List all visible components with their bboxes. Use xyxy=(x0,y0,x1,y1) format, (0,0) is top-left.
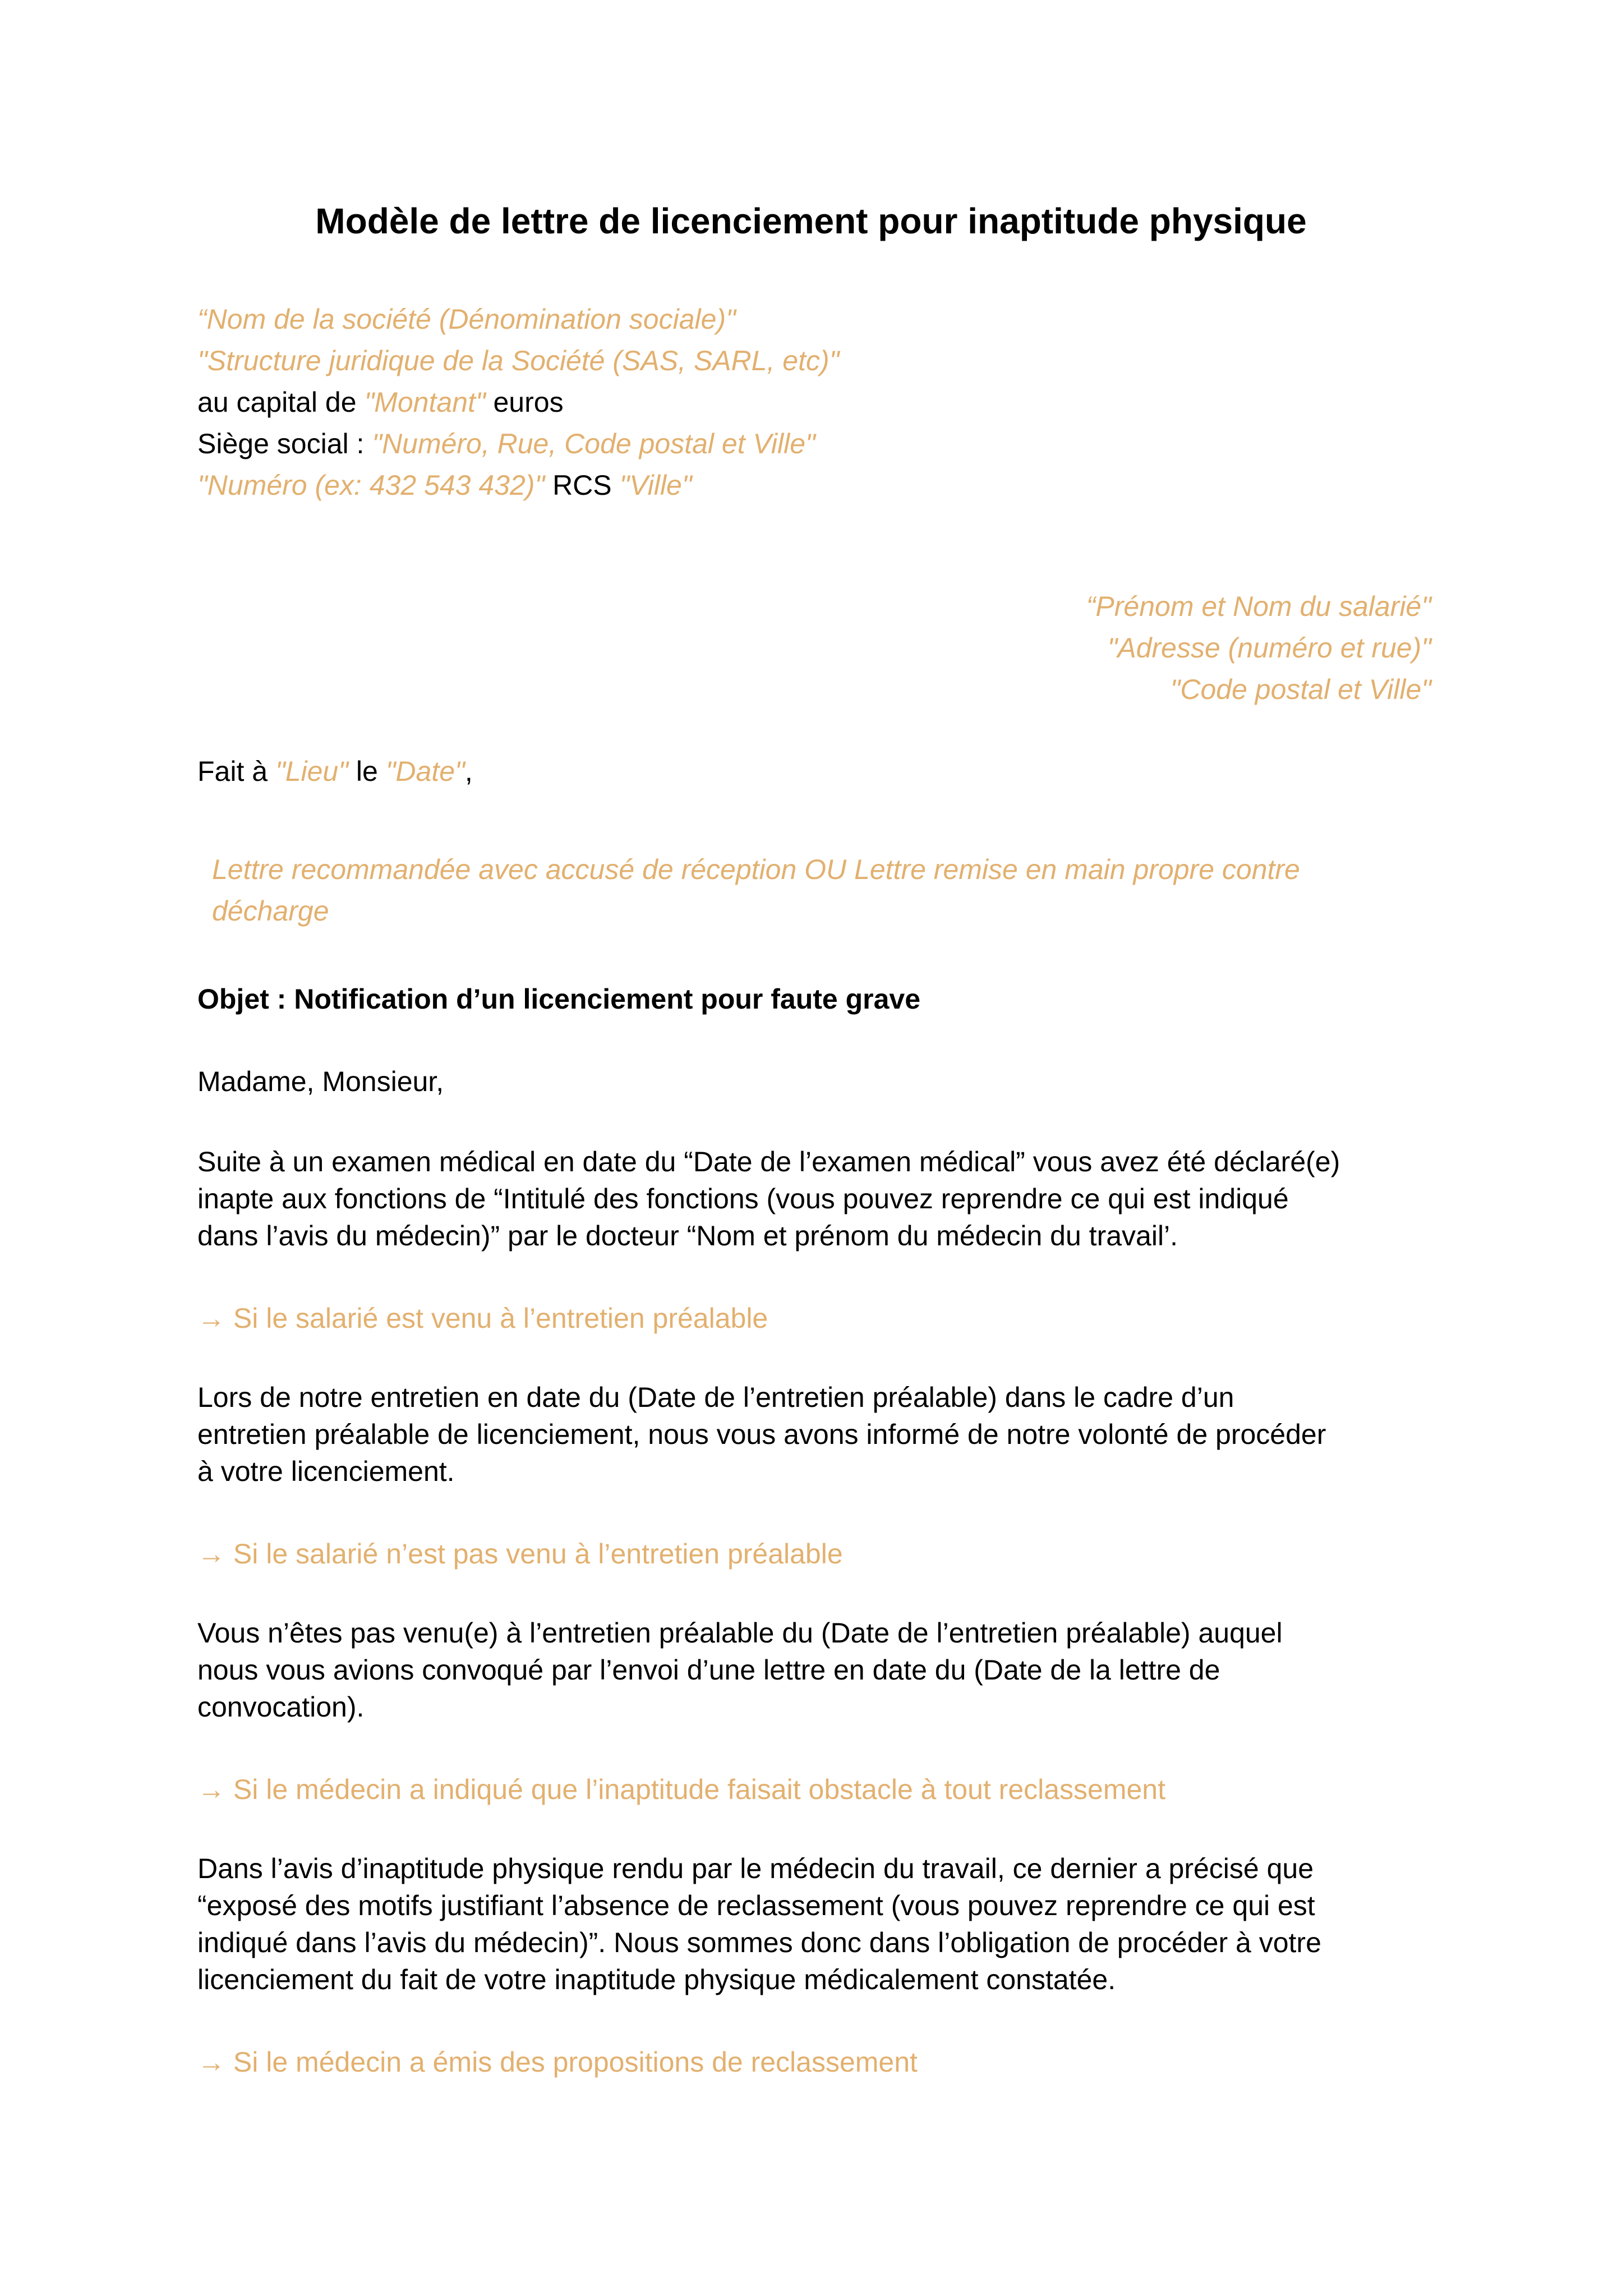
rcs-label: RCS xyxy=(545,470,620,501)
case2-heading: → Si le salarié n’est pas venu à l’entretien préalable xyxy=(197,1538,843,1570)
delivery-mode-line2: décharge xyxy=(212,895,329,927)
delivery-mode-line1: Lettre recommandée avec accusé de réception OU Lettre remise en main propre contre xyxy=(212,854,1300,885)
place-prefix: Fait à xyxy=(197,756,275,787)
paragraph1-line: Suite à un examen médical en date du “Date de l’examen médical” vous avez été déclaré(e) xyxy=(197,1146,1340,1177)
company-name: “Nom de la société (Dénomination sociale)" xyxy=(197,303,736,335)
hq-address: "Numéro, Rue, Code postal et Ville" xyxy=(372,428,815,459)
case3-line: Dans l’avis d’inaptitude physique rendu par le médecin du travail, ce dernier a précisé que xyxy=(197,1853,1314,1884)
capital-amount: "Montant" xyxy=(364,386,486,418)
capital-line xyxy=(197,384,564,421)
document-title: Modèle de lettre de licenciement pour inaptitude physique xyxy=(315,201,1307,241)
case2-line: nous vous avions convoqué par l’envoi d’une lettre en date du (Date de la lettre de xyxy=(197,1654,1220,1686)
capital-suffix: euros xyxy=(485,386,564,418)
case1-heading: → Si le salarié est venu à l’entretien préalable xyxy=(197,1303,768,1334)
case1-line: à votre licenciement. xyxy=(197,1456,455,1487)
paragraph1-line: inapte aux fonctions de “Intitulé des fonctions (vous pouvez reprendre ce qui est indiqué xyxy=(197,1183,1289,1214)
headquarters-line xyxy=(197,425,815,462)
subject-line: Objet : Notification d’un licenciement pour faute grave xyxy=(197,983,921,1015)
recipient-name: “Prénom et Nom du salarié" xyxy=(1086,591,1431,622)
capital-prefix: au capital de xyxy=(197,386,365,418)
place-value: "Lieu" xyxy=(275,756,348,787)
place-suffix: , xyxy=(464,756,473,787)
rcs-city: "Ville" xyxy=(619,470,692,501)
case1-line: entretien préalable de licenciement, nous vous avons informé de notre volonté de procéder xyxy=(197,1419,1326,1450)
case3-line: licenciement du fait de votre inaptitude physique médicalement constatée. xyxy=(197,1964,1116,1995)
greeting: Madame, Monsieur, xyxy=(197,1066,444,1097)
rcs-line xyxy=(197,467,692,504)
rcs-number: "Numéro (ex: 432 543 432)" xyxy=(197,470,545,501)
case3-line: indiqué dans l’avis du médecin)”. Nous sommes donc dans l’obligation de procéder à votre xyxy=(197,1927,1321,1958)
recipient-address: "Adresse (numéro et rue)" xyxy=(1107,632,1431,664)
case3-line: “exposé des motifs justifiant l’absence de reclassement (vous pouvez reprendre ce qui est xyxy=(197,1890,1315,1921)
case3-heading: → Si le médecin a indiqué que l’inaptitude faisait obstacle à tout reclassement xyxy=(197,1774,1166,1805)
case4-heading: → Si le médecin a émis des propositions de reclassement xyxy=(197,2046,918,2078)
date-value: "Date" xyxy=(385,756,465,787)
place-middle: le xyxy=(348,756,386,787)
recipient-city: "Code postal et Ville" xyxy=(1170,674,1431,705)
case1-line: Lors de notre entretien en date du (Date de l’entretien préalable) dans le cadre d’un xyxy=(197,1382,1234,1413)
legal-structure: "Structure juridique de la Société (SAS, SARL, etc)" xyxy=(197,345,840,376)
place-date-line xyxy=(197,753,473,790)
hq-prefix: Siège social : xyxy=(197,428,372,459)
case2-line: Vous n’êtes pas venu(e) à l’entretien préalable du (Date de l’entretien préalable) auquel xyxy=(197,1617,1283,1649)
paragraph1-line: dans l’avis du médecin)” par le docteur “Nom et prénom du médecin du travail’. xyxy=(197,1220,1178,1251)
case2-line: convocation). xyxy=(197,1691,365,1723)
